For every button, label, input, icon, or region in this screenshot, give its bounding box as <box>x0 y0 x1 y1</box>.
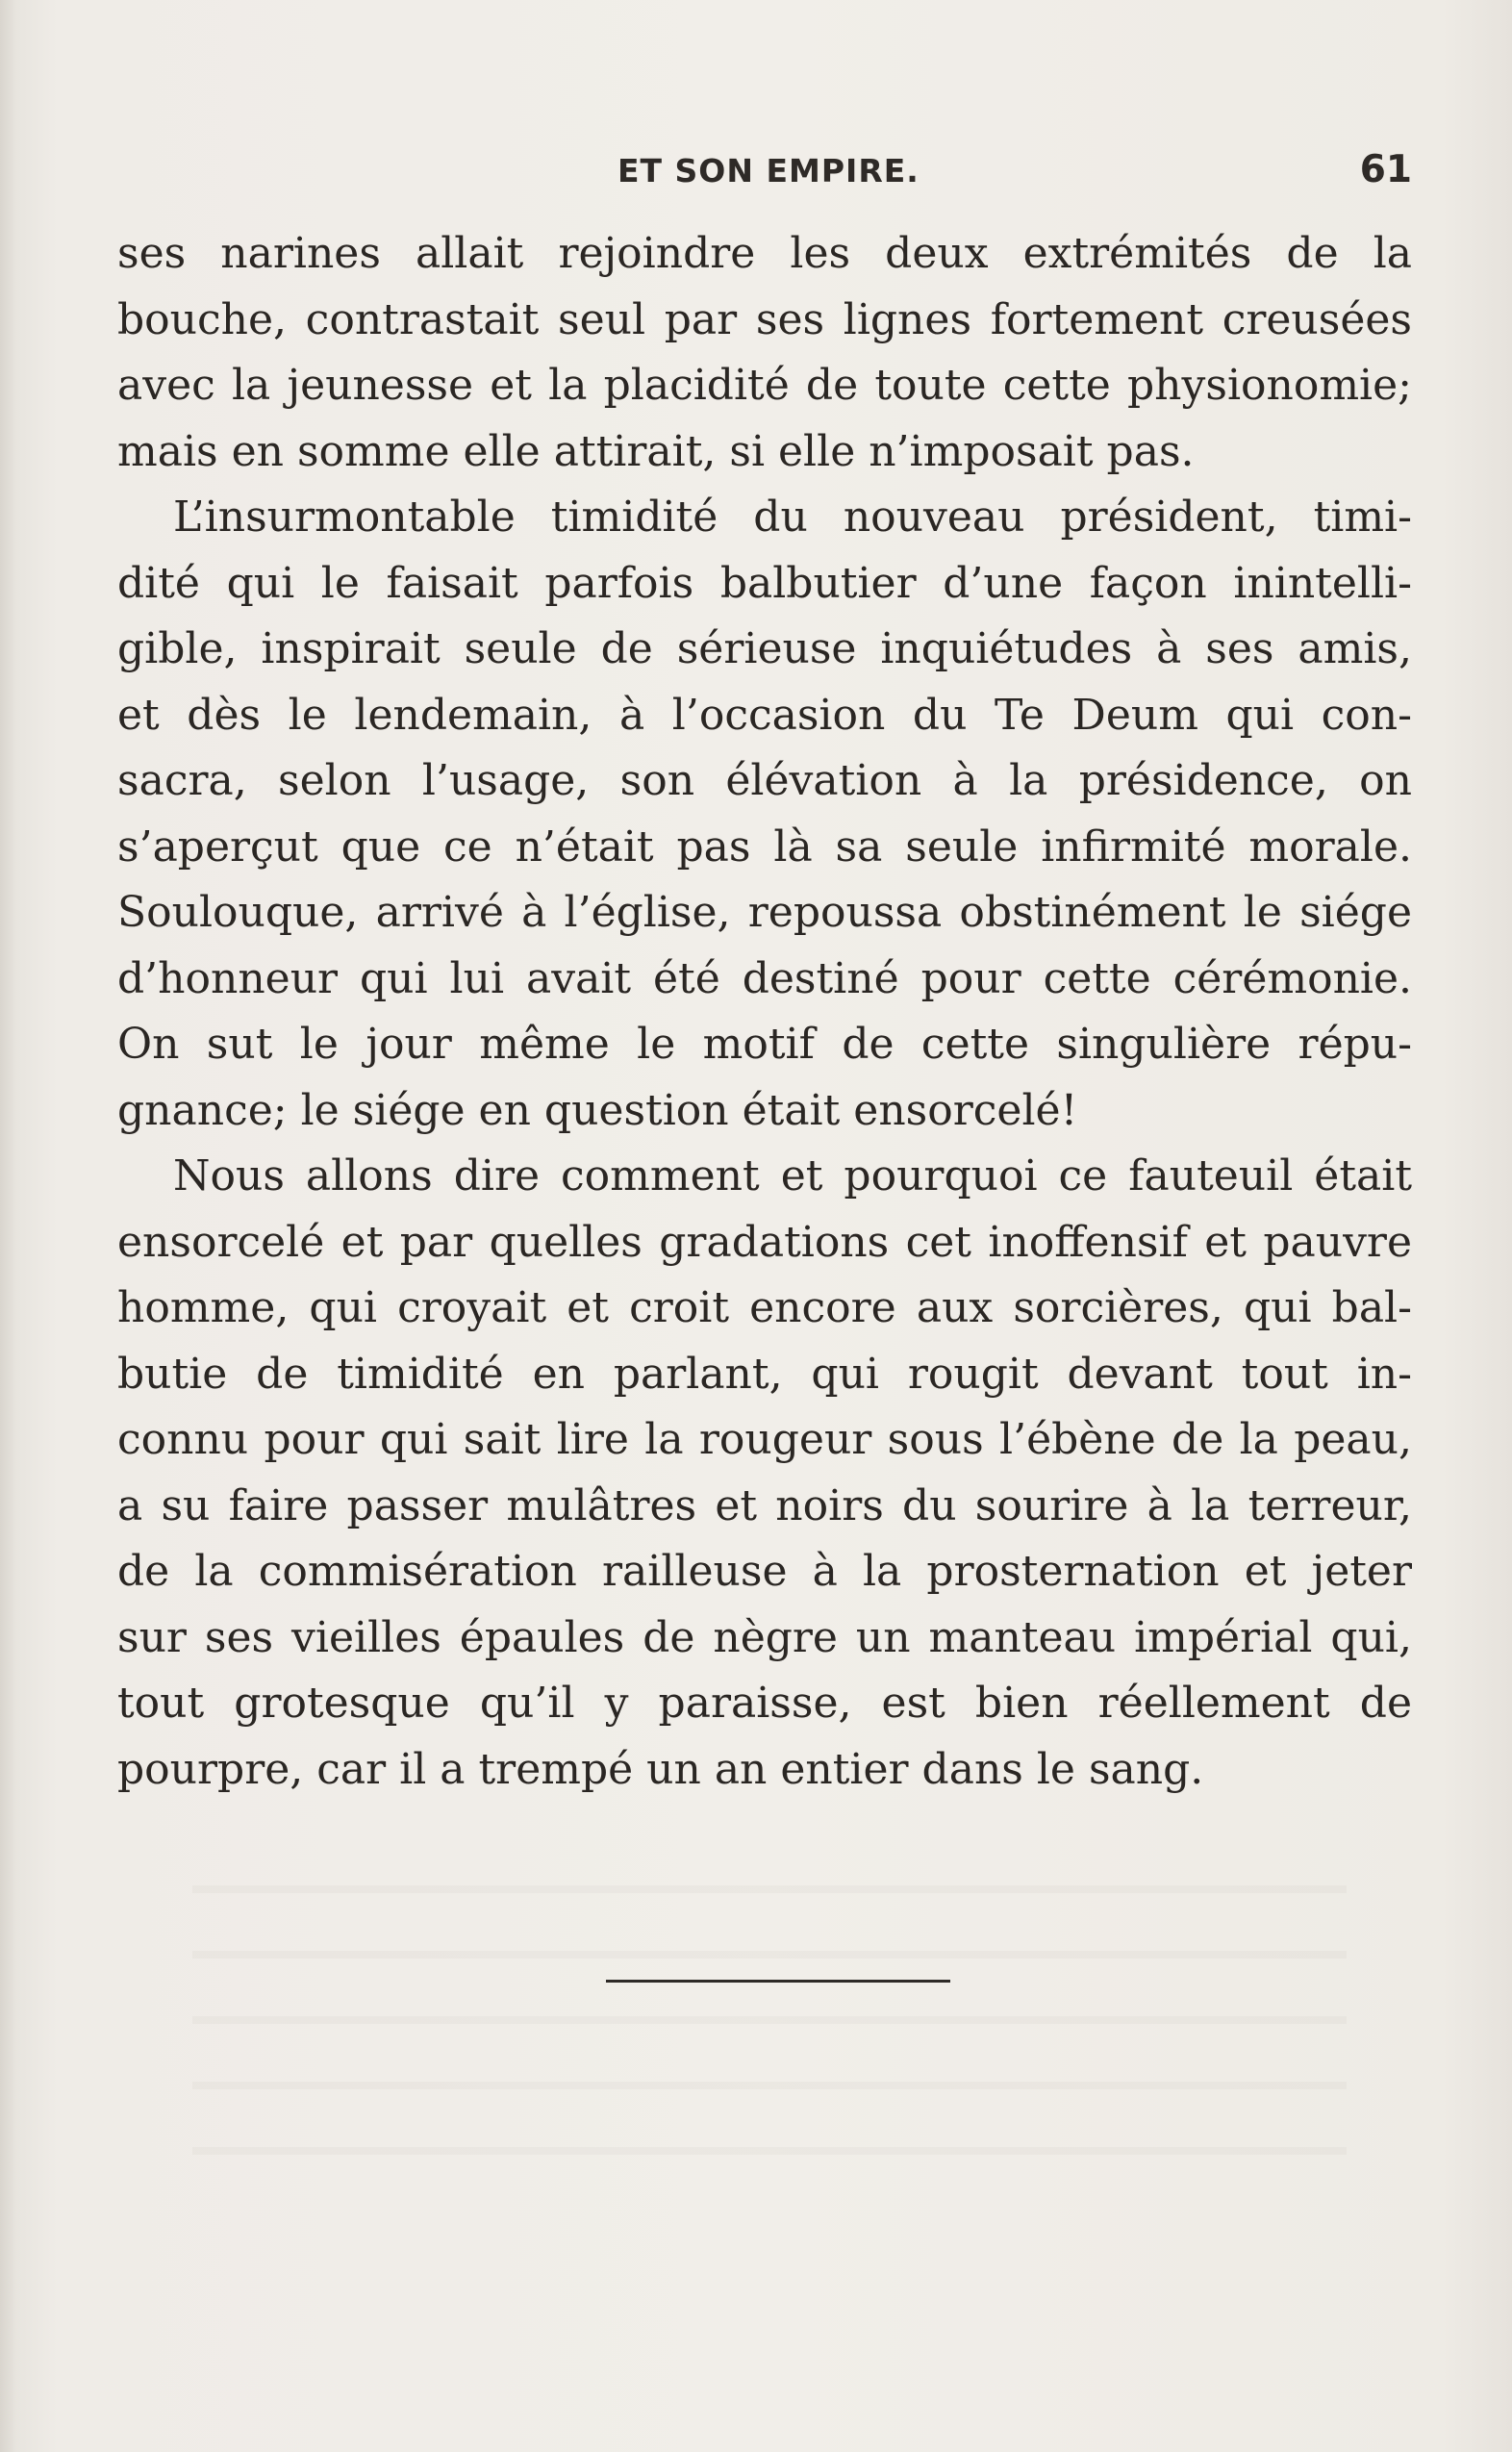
text-line: d’honneur qui lui avait été destiné pour cette cérémonie. <box>117 953 1412 1003</box>
text-line: tout grotesque qu’il y paraisse, est bien réellement de <box>117 1679 1412 1728</box>
show-through-bleed <box>192 1885 1347 2212</box>
text-line: avec la jeunesse et la placidité de toute cette physionomie; <box>117 361 1412 410</box>
text-line: ses narines allait rejoindre les deux extrémités de la <box>117 229 1412 278</box>
text-line: gible, inspirait seule de sérieuse inquiétudes à ses amis, <box>117 624 1412 673</box>
text-line: de la commisération railleuse à la prosternation et jeter <box>117 1547 1412 1596</box>
text-line: sur ses vieilles épaules de nègre un manteau impérial qui, <box>117 1612 1412 1662</box>
text-line: mais en somme elle attirait, si elle n’imposait pas. <box>117 426 1195 476</box>
text-line: homme, qui croyait et croit encore aux sorcières, qui bal- <box>117 1283 1412 1332</box>
text-line: sacra, selon l’usage, son élévation à la présidence, on <box>117 756 1412 805</box>
text-line: dité qui le faisait parfois balbutier d’une façon inintelli- <box>117 558 1412 608</box>
text-line: Soulouque, arrivé à l’église, repoussa obstinément le siége <box>117 888 1412 937</box>
text-line: ensorcelé et par quelles gradations cet inoffensif et pauvre <box>117 1217 1412 1267</box>
text-line: connu pour qui sait lire la rougeur sous l’ébène de la peau, <box>117 1415 1412 1464</box>
text-line: s’aperçut que ce n’était pas là sa seule infirmité morale. <box>117 822 1412 872</box>
text-line: a su faire passer mulâtres et noirs du sourire à la terreur, <box>117 1480 1412 1530</box>
paragraph-1 <box>117 221 1412 485</box>
text-line: L’insurmontable timidité du nouveau président, timi- <box>173 493 1412 542</box>
page-number: 61 <box>1359 148 1412 191</box>
body-text <box>117 221 1412 1803</box>
running-title: ET SON EMPIRE. <box>617 152 920 190</box>
text-line: pourpre, car il a trempé un an entier dans le sang. <box>117 1744 1204 1794</box>
text-line: bouche, contrastait seul par ses lignes fortement creusées <box>117 294 1412 344</box>
text-line: On sut le jour même le motif de cette singulière répu- <box>117 1020 1412 1069</box>
text-line: butie de timidité en parlant, qui rougit devant tout in- <box>117 1349 1412 1399</box>
paragraph-3 <box>117 1144 1412 1803</box>
text-line: et dès le lendemain, à l’occasion du Te Deum qui con- <box>117 690 1412 740</box>
section-divider <box>606 1980 950 1983</box>
page-header <box>117 144 1412 202</box>
text-line: Nous allons dire comment et pourquoi ce fauteuil était <box>173 1151 1412 1201</box>
text-line: gnance; le siége en question était ensorcelé! <box>117 1085 1078 1135</box>
paragraph-2 <box>117 485 1412 1144</box>
